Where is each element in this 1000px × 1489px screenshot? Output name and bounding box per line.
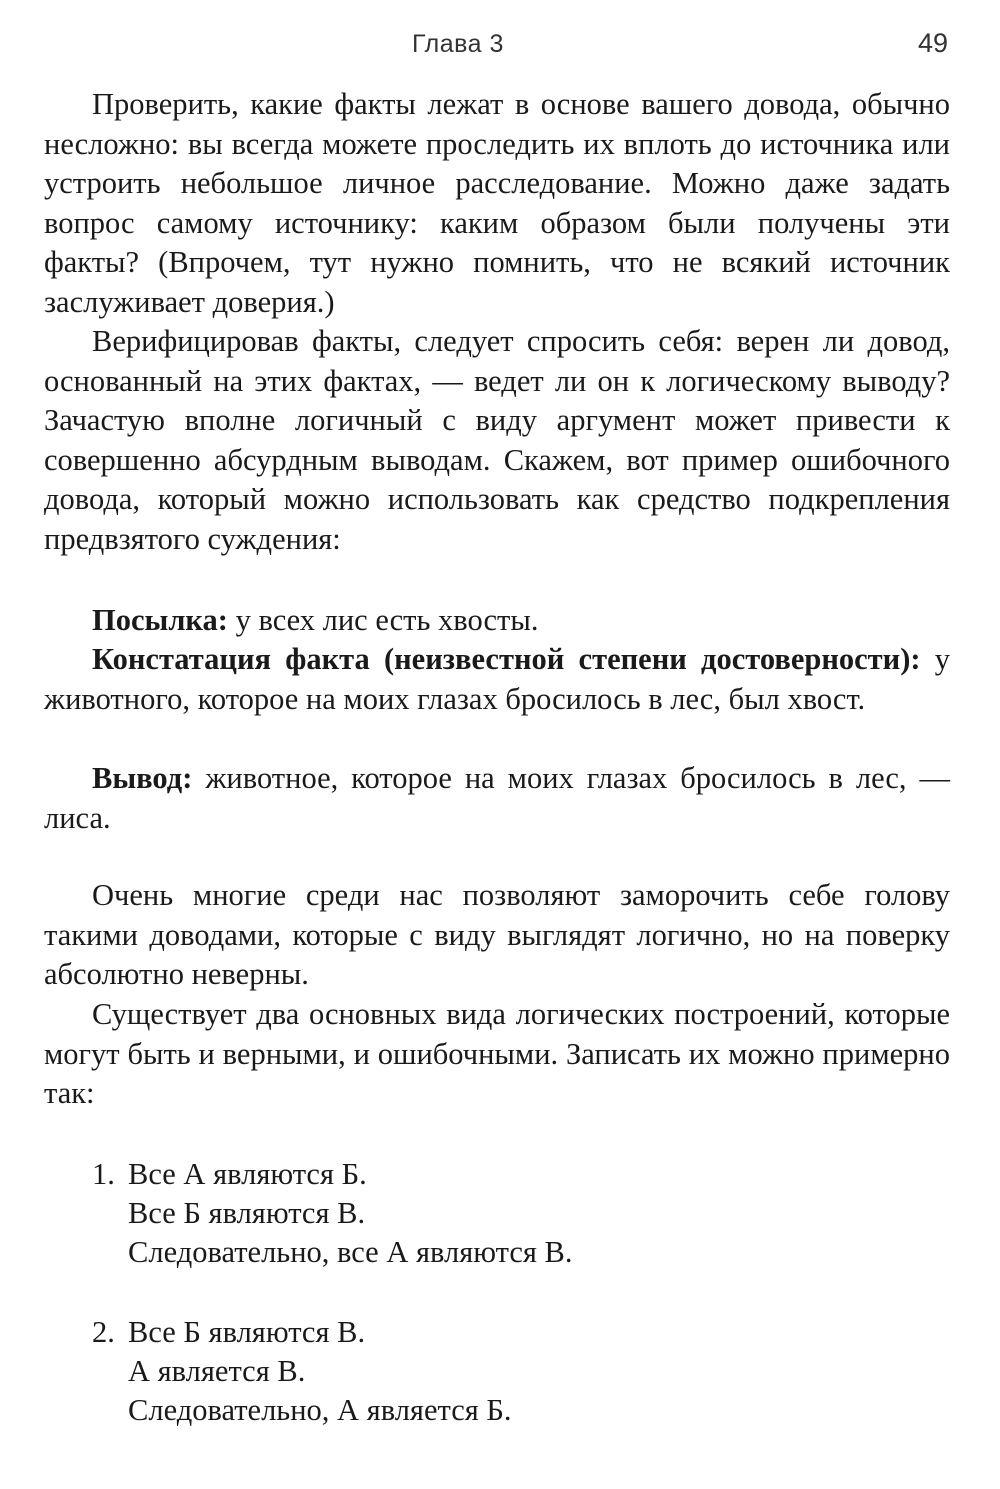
list-item <box>92 1313 512 1352</box>
form-line: Все А являются Б. <box>128 1157 367 1191</box>
conclusion-label: Вывод: <box>92 761 193 795</box>
syllogism-fact <box>44 640 950 719</box>
page-number: 49 <box>917 28 948 58</box>
fact-label: Констатация факта (неизвестной степени достоверности): <box>92 642 921 676</box>
list-item: Следовательно, А является Б. <box>128 1393 512 1427</box>
paragraph-argument-validity: Верифицировав факты, следует спросить себя: верен ли довод, основанный на этих фактах, — ведет ли он к логическому выводу? Зачастую вполне логичный с виду аргумент может привести к совершенно абсурдным выводам. Скажем, вот пример ошибочного довода, который можно использовать как средство подкрепления предвзятого суждения: <box>44 324 950 556</box>
paragraph-facts-verification: Проверить, какие факты лежат в основе вашего довода, обычно несложно: вы всегда можете проследить их вплоть до источника или устроить небольшое личное расследование. Можно даже задать вопрос самому источнику: каким образом были получены эти факты? (Впрочем, тут нужно помнить, что не всякий источник заслуживает доверия.) <box>44 87 950 319</box>
list-number: 1. <box>92 1157 115 1191</box>
paragraph-misleading-arguments: Очень многие среди нас позволяют заморочить себе голову такими доводами, которые с виду выглядят логично, но на поверку абсолютно неверны. <box>44 878 950 991</box>
list-item: Следовательно, все А являются В. <box>128 1235 573 1269</box>
list-item <box>92 1155 573 1194</box>
list-number: 2. <box>92 1315 115 1349</box>
list-item: Все Б являются В. <box>128 1196 366 1230</box>
conclusion-text: животное, которое на моих глазах бросилось в лес, — лиса. <box>44 761 951 835</box>
chapter-title: Глава 3 <box>412 30 504 58</box>
paragraph-logical-forms: Существует два основных вида логических построений, которые могут быть и верными, и ошибочными. Записать их можно примерно так: <box>44 997 950 1110</box>
form-line: Все Б являются В. <box>128 1315 366 1349</box>
logical-form-1 <box>92 1155 573 1272</box>
logical-form-2 <box>92 1313 512 1430</box>
fact-text: у животного, которое на моих глазах бросилось в лес, был хвост. <box>44 642 951 716</box>
list-item: А является В. <box>128 1354 306 1388</box>
syllogism-conclusion <box>44 759 950 838</box>
premise-text: у всех лис есть хвосты. <box>235 603 539 637</box>
premise-label: Посылка: <box>92 603 228 637</box>
running-header <box>0 26 1000 60</box>
syllogism-premise <box>44 601 950 641</box>
